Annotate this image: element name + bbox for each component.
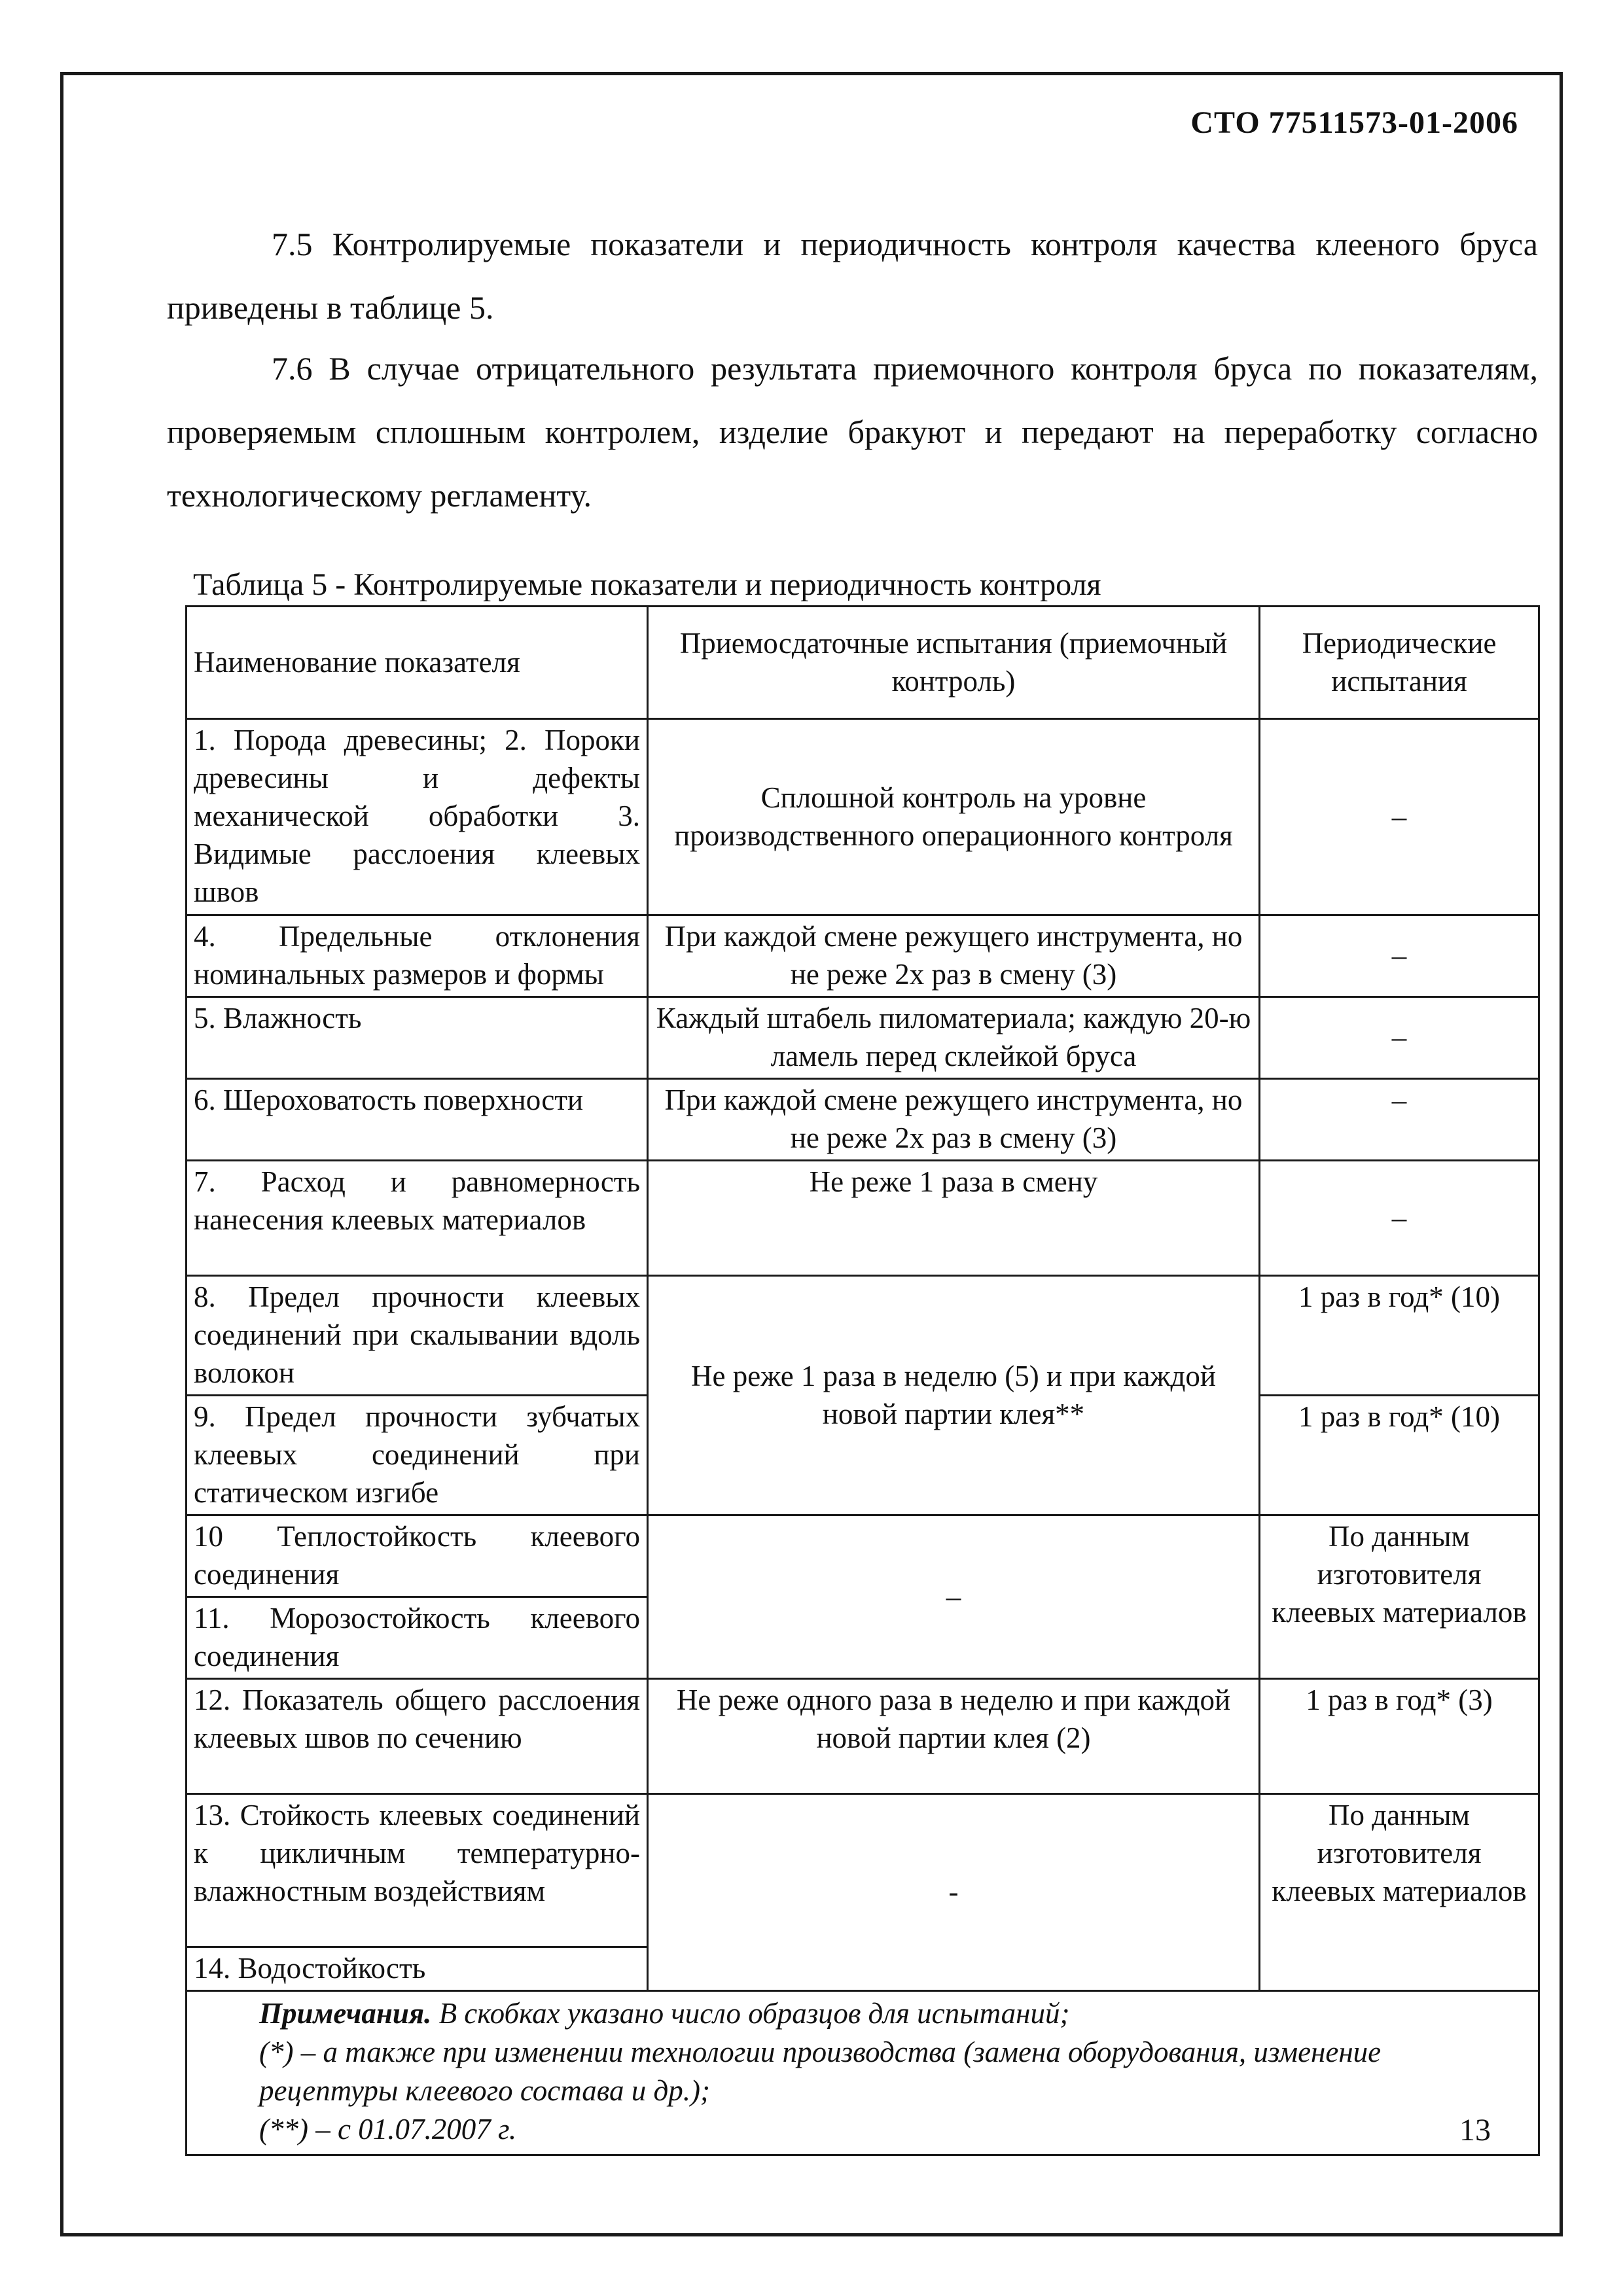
notes-line-2: (*) – а также при изменении технологии производства (замена оборудования, изменение рецептуры клеевого состава и др.);	[259, 2036, 1382, 2107]
notes-line-1: В скобках указано число образцов для испытаний;	[438, 1997, 1070, 2030]
page-number: 13	[1459, 2113, 1491, 2147]
indicator-cell: 9. Предел прочности зубчатых клеевых соединений при статическом изгибе	[187, 1396, 648, 1515]
periodic-cell: По данным изготовителя клеевых материалов	[1260, 1515, 1539, 1679]
acceptance-cell: Не реже 1 раза в смену	[648, 1161, 1260, 1276]
paragraph-7-5: 7.5 Контролируемые показатели и периодичность контроля качества клееного бруса приведены в таблице 5.	[167, 226, 1538, 326]
table-row	[187, 915, 1539, 997]
indicator-cell: 14. Водостойкость	[187, 1947, 648, 1991]
acceptance-cell: Каждый штабель пиломатериала; каждую 20-ю ламель перед склейкой бруса	[648, 997, 1260, 1079]
table-row	[187, 1276, 1539, 1396]
acceptance-cell: –	[648, 1515, 1260, 1679]
periodic-cell: –	[1260, 719, 1539, 915]
indicator-cell: 12. Показатель общего расслоения клеевых швов по сечению	[187, 1679, 648, 1794]
table-row	[187, 1794, 1539, 1947]
document-code: СТО 77511573-01-2006	[1190, 105, 1518, 140]
header-periodic: Периодические испытания	[1260, 607, 1539, 719]
periodic-cell: –	[1260, 997, 1539, 1079]
indicator-cell: 4. Предельные отклонения номинальных размеров и формы	[187, 915, 648, 997]
table-row	[187, 719, 1539, 915]
indicator-cell: 7. Расход и равномерность нанесения клеевых материалов	[187, 1161, 648, 1276]
table-caption: Таблица 5 - Контролируемые показатели и периодичность контроля	[193, 567, 1101, 602]
notes-cell	[187, 1991, 1539, 2155]
periodic-cell: 1 раз в год* (10)	[1260, 1396, 1539, 1515]
paragraph-7-6: 7.6 В случае отрицательного результата приемочного контроля бруса по показателям, проверяемым сплошным контролем, изделие бракуют и передают на переработку согласно технологическому регламенту.	[167, 350, 1538, 514]
table-header-row	[187, 607, 1539, 719]
periodic-cell: –	[1260, 1161, 1539, 1276]
table-5	[185, 605, 1540, 2156]
indicator-cell: 6. Шероховатость поверхности	[187, 1079, 648, 1161]
acceptance-cell: Сплошной контроль на уровне производственного операционного контроля	[648, 719, 1260, 915]
header-acceptance: Приемосдаточные испытания (приемочный контроль)	[648, 607, 1260, 719]
acceptance-cell: При каждой смене режущего инструмента, но не реже 2х раз в смену (3)	[648, 915, 1260, 997]
indicator-cell: 10 Теплостойкость клеевого соединения	[187, 1515, 648, 1597]
periodic-cell: –	[1260, 915, 1539, 997]
table-row	[187, 1079, 1539, 1161]
indicator-cell: 13. Стойкость клеевых соединений к цикличным температурно-влажностным воздействиям	[187, 1794, 648, 1947]
header-indicator: Наименование показателя	[187, 607, 648, 719]
periodic-cell: По данным изготовителя клеевых материалов	[1260, 1794, 1539, 1991]
acceptance-cell: Не реже одного раза в неделю и при каждой новой партии клея (2)	[648, 1679, 1260, 1794]
table-row	[187, 1515, 1539, 1597]
indicator-cell: 8. Предел прочности клеевых соединений при скалывании вдоль волокон	[187, 1276, 648, 1396]
indicator-cell: 1. Порода древесины; 2. Пороки древесины и дефекты механической обработки 3. Видимые расслоения клеевых швов	[187, 719, 648, 915]
table-row	[187, 1679, 1539, 1794]
notes-line-3: (**) – с 01.07.2007 г.	[259, 2113, 517, 2146]
acceptance-cell: -	[648, 1794, 1260, 1991]
periodic-cell: 1 раз в год* (3)	[1260, 1679, 1539, 1794]
periodic-cell: –	[1260, 1079, 1539, 1161]
indicator-cell: 5. Влажность	[187, 997, 648, 1079]
acceptance-cell: Не реже 1 раза в неделю (5) и при каждой новой партии клея**	[648, 1276, 1260, 1515]
periodic-cell: 1 раз в год* (10)	[1260, 1276, 1539, 1396]
table-row	[187, 1161, 1539, 1276]
notes-title: Примечания.	[259, 1997, 432, 2030]
table-row	[187, 997, 1539, 1079]
indicator-cell: 11. Морозостойкость клеевого соединения	[187, 1597, 648, 1679]
notes-row	[187, 1991, 1539, 2155]
acceptance-cell: При каждой смене режущего инструмента, но не реже 2х раз в смену (3)	[648, 1079, 1260, 1161]
